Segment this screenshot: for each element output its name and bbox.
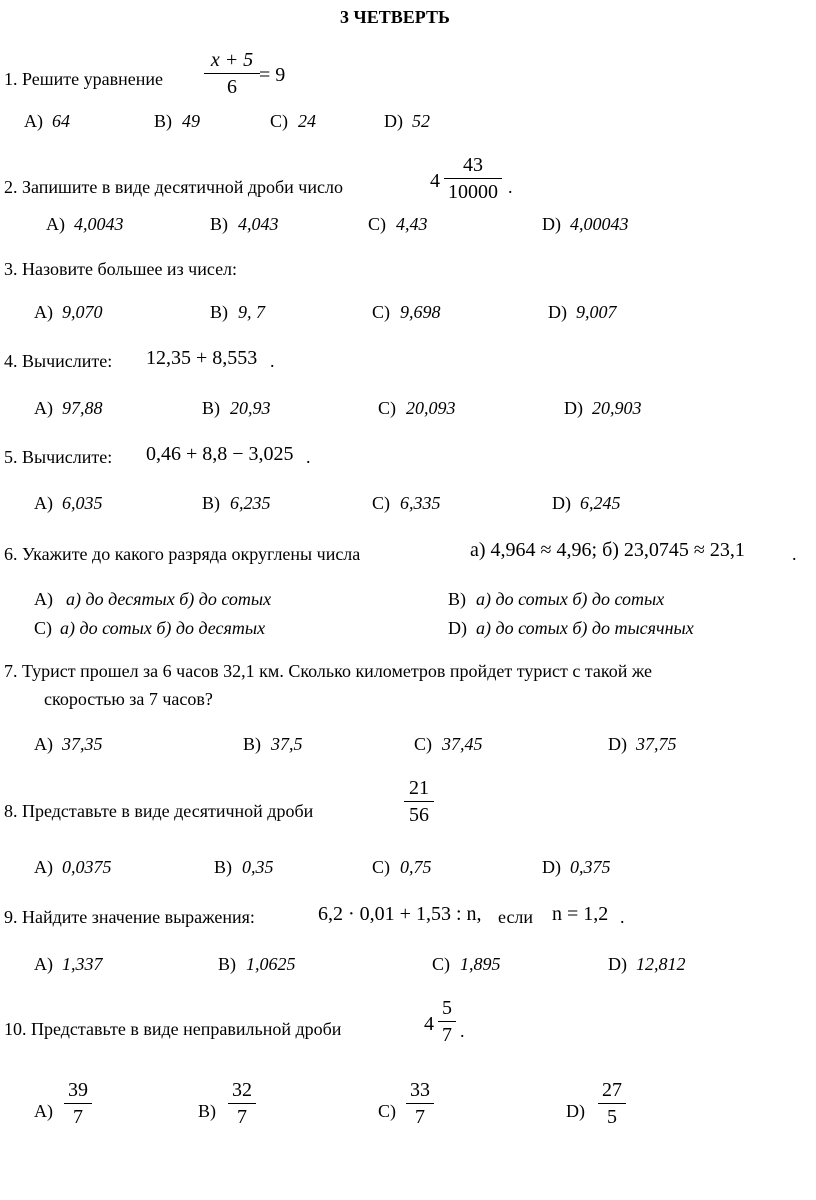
question-1-fraction (204, 50, 260, 97)
answer-label: C) (432, 954, 450, 974)
fraction-numerator: 5 (442, 997, 452, 1019)
fraction-denominator: 5 (607, 1106, 617, 1128)
answer-option[interactable]: 20,903 (592, 398, 642, 418)
answer-option[interactable]: 9,007 (576, 302, 617, 322)
question-6-expression: а) 4,964 ≈ 4,96; б) 23,0745 ≈ 23,1 (470, 539, 745, 561)
fraction-numerator: 33 (410, 1079, 430, 1101)
answer-option[interactable]: 1,337 (62, 954, 103, 974)
question-6-text: 6. Укажите до какого разряда округлены числа (4, 544, 361, 564)
fraction-numerator: 21 (409, 777, 429, 799)
fraction-numerator: 32 (232, 1079, 252, 1101)
answer-option[interactable]: 9, 7 (238, 302, 265, 322)
answer-label: B) (243, 734, 261, 754)
answer-label: D) (566, 1101, 585, 1121)
answer-label: C) (270, 111, 288, 131)
answer-option[interactable]: 12,812 (636, 954, 686, 974)
answer-option[interactable]: 6,235 (230, 493, 271, 513)
question-2-fraction (444, 155, 502, 202)
answer-option-fraction[interactable] (598, 1080, 626, 1127)
answer-option[interactable]: 37,5 (271, 734, 303, 754)
question-2-period: . (508, 177, 513, 197)
fraction-numerator: 27 (602, 1079, 622, 1101)
answer-label: B) (198, 1101, 216, 1121)
mixed-number-whole: 4 (430, 170, 440, 192)
answer-label: B) (214, 857, 232, 877)
answer-option[interactable]: 0,375 (570, 857, 611, 877)
fraction-denominator: 10000 (448, 181, 498, 203)
answer-option-fraction[interactable] (228, 1080, 256, 1127)
question-8-text: 8. Представьте в виде десятичной дроби (4, 801, 314, 821)
question-9-condition: n = 1,2 (552, 903, 609, 925)
question-4-text: 4. Вычислите: (4, 351, 113, 371)
answer-label: A) (34, 398, 53, 418)
question-3-text: 3. Назовите большее из чисел: (4, 259, 238, 279)
answer-option[interactable]: 4,43 (396, 214, 428, 234)
question-1-text: 1. Решите уравнение (4, 69, 163, 89)
answer-label: A) (34, 589, 53, 609)
mixed-number-whole: 4 (424, 1013, 434, 1035)
answer-label: C) (372, 302, 390, 322)
fraction-denominator: 7 (73, 1106, 83, 1128)
answer-label: B) (218, 954, 236, 974)
question-9-expression: 6,2 · 0,01 + 1,53 : n, (318, 903, 482, 925)
question-7-text-line2: скоростью за 7 часов? (44, 689, 213, 709)
answer-option[interactable]: 4,043 (238, 214, 279, 234)
answer-label: C) (372, 493, 390, 513)
answer-label: C) (414, 734, 432, 754)
answer-label: C) (368, 214, 386, 234)
answer-option[interactable]: 64 (52, 111, 70, 131)
answer-label: B) (202, 493, 220, 513)
answer-option-fraction[interactable] (64, 1080, 92, 1127)
answer-label: D) (564, 398, 583, 418)
answer-option[interactable]: 37,75 (636, 734, 677, 754)
answer-label: A) (34, 857, 53, 877)
question-5-text: 5. Вычислите: (4, 447, 113, 467)
fraction-denominator: 7 (237, 1106, 247, 1128)
answer-label: C) (378, 398, 396, 418)
answer-option[interactable]: 1,895 (460, 954, 501, 974)
answer-option[interactable]: 0,0375 (62, 857, 112, 877)
fraction-numerator: 39 (68, 1079, 88, 1101)
answer-option[interactable]: 24 (298, 111, 316, 131)
answer-label: D) (542, 214, 561, 234)
answer-option[interactable]: 4,0043 (74, 214, 124, 234)
answer-option[interactable]: 9,698 (400, 302, 441, 322)
answer-option[interactable]: 49 (182, 111, 200, 131)
answer-label: A) (34, 954, 53, 974)
answer-label: A) (34, 1101, 53, 1121)
question-2-text: 2. Запишите в виде десятичной дроби число (4, 177, 343, 197)
answer-label: B) (210, 214, 228, 234)
answer-option[interactable]: 37,35 (62, 734, 103, 754)
answer-label: A) (34, 302, 53, 322)
answer-option[interactable]: 6,245 (580, 493, 621, 513)
question-4-expression: 12,35 + 8,553 (146, 347, 258, 369)
answer-label: D) (384, 111, 403, 131)
answer-label: B) (448, 589, 466, 609)
answer-label: A) (24, 111, 43, 131)
answer-option[interactable]: 6,335 (400, 493, 441, 513)
question-9-period: . (620, 907, 625, 927)
question-9-text: 9. Найдите значение выражения: (4, 907, 255, 927)
answer-option[interactable]: 20,093 (406, 398, 456, 418)
answer-option[interactable]: 20,93 (230, 398, 271, 418)
fraction-denominator: 56 (409, 804, 429, 826)
answer-label: D) (552, 493, 571, 513)
question-5-expression: 0,46 + 8,8 − 3,025 (146, 443, 294, 465)
answer-label: C) (34, 618, 52, 638)
answer-label: A) (46, 214, 65, 234)
question-7-text: 7. Турист прошел за 6 часов 32,1 км. Сколько километров пройдет турист с такой же (4, 661, 653, 681)
question-5-period: . (306, 447, 311, 467)
answer-label: C) (372, 857, 390, 877)
answer-label: B) (210, 302, 228, 322)
answer-option[interactable]: а) до сотых б) до десятых (60, 618, 266, 638)
question-10-text: 10. Представьте в виде неправильной дроби (4, 1019, 342, 1039)
answer-option[interactable]: а) до сотых б) до сотых (476, 589, 665, 609)
question-4-period: . (270, 351, 275, 371)
question-6-period: . (792, 544, 797, 564)
fraction-denominator: 6 (227, 76, 237, 98)
question-10-fraction (438, 998, 456, 1045)
fraction-denominator: 7 (442, 1024, 452, 1046)
answer-option[interactable]: 9,070 (62, 302, 103, 322)
fraction-numerator: x + 5 (210, 49, 254, 71)
answer-option[interactable]: 52 (412, 111, 430, 131)
answer-label: A) (34, 493, 53, 513)
answer-option[interactable]: 4,00043 (570, 214, 629, 234)
answer-option[interactable]: 6,035 (62, 493, 103, 513)
answer-option[interactable]: 0,35 (242, 857, 274, 877)
answer-label: D) (548, 302, 567, 322)
answer-option[interactable]: 37,45 (442, 734, 483, 754)
question-1-rhs: = 9 (259, 64, 286, 86)
answer-option[interactable]: а) до десятых б) до сотых (66, 589, 272, 609)
answer-label: C) (378, 1101, 396, 1121)
question-9-condition-word: если (498, 907, 534, 927)
answer-option[interactable]: 1,0625 (246, 954, 296, 974)
answer-option[interactable]: 0,75 (400, 857, 432, 877)
answer-label: B) (154, 111, 172, 131)
answer-label: A) (34, 734, 53, 754)
question-10-period: . (460, 1021, 465, 1041)
answer-label: D) (448, 618, 467, 638)
fraction-denominator: 7 (415, 1106, 425, 1128)
answer-option[interactable]: а) до сотых б) до тысячных (476, 618, 694, 638)
answer-option-fraction[interactable] (406, 1080, 434, 1127)
fraction-numerator: 43 (463, 154, 483, 176)
answer-label: B) (202, 398, 220, 418)
page-title: 3 ЧЕТВЕРТЬ (340, 7, 450, 27)
answer-label: D) (608, 954, 627, 974)
answer-label: D) (542, 857, 561, 877)
question-8-fraction (404, 778, 434, 825)
answer-option[interactable]: 97,88 (62, 398, 103, 418)
answer-label: D) (608, 734, 627, 754)
